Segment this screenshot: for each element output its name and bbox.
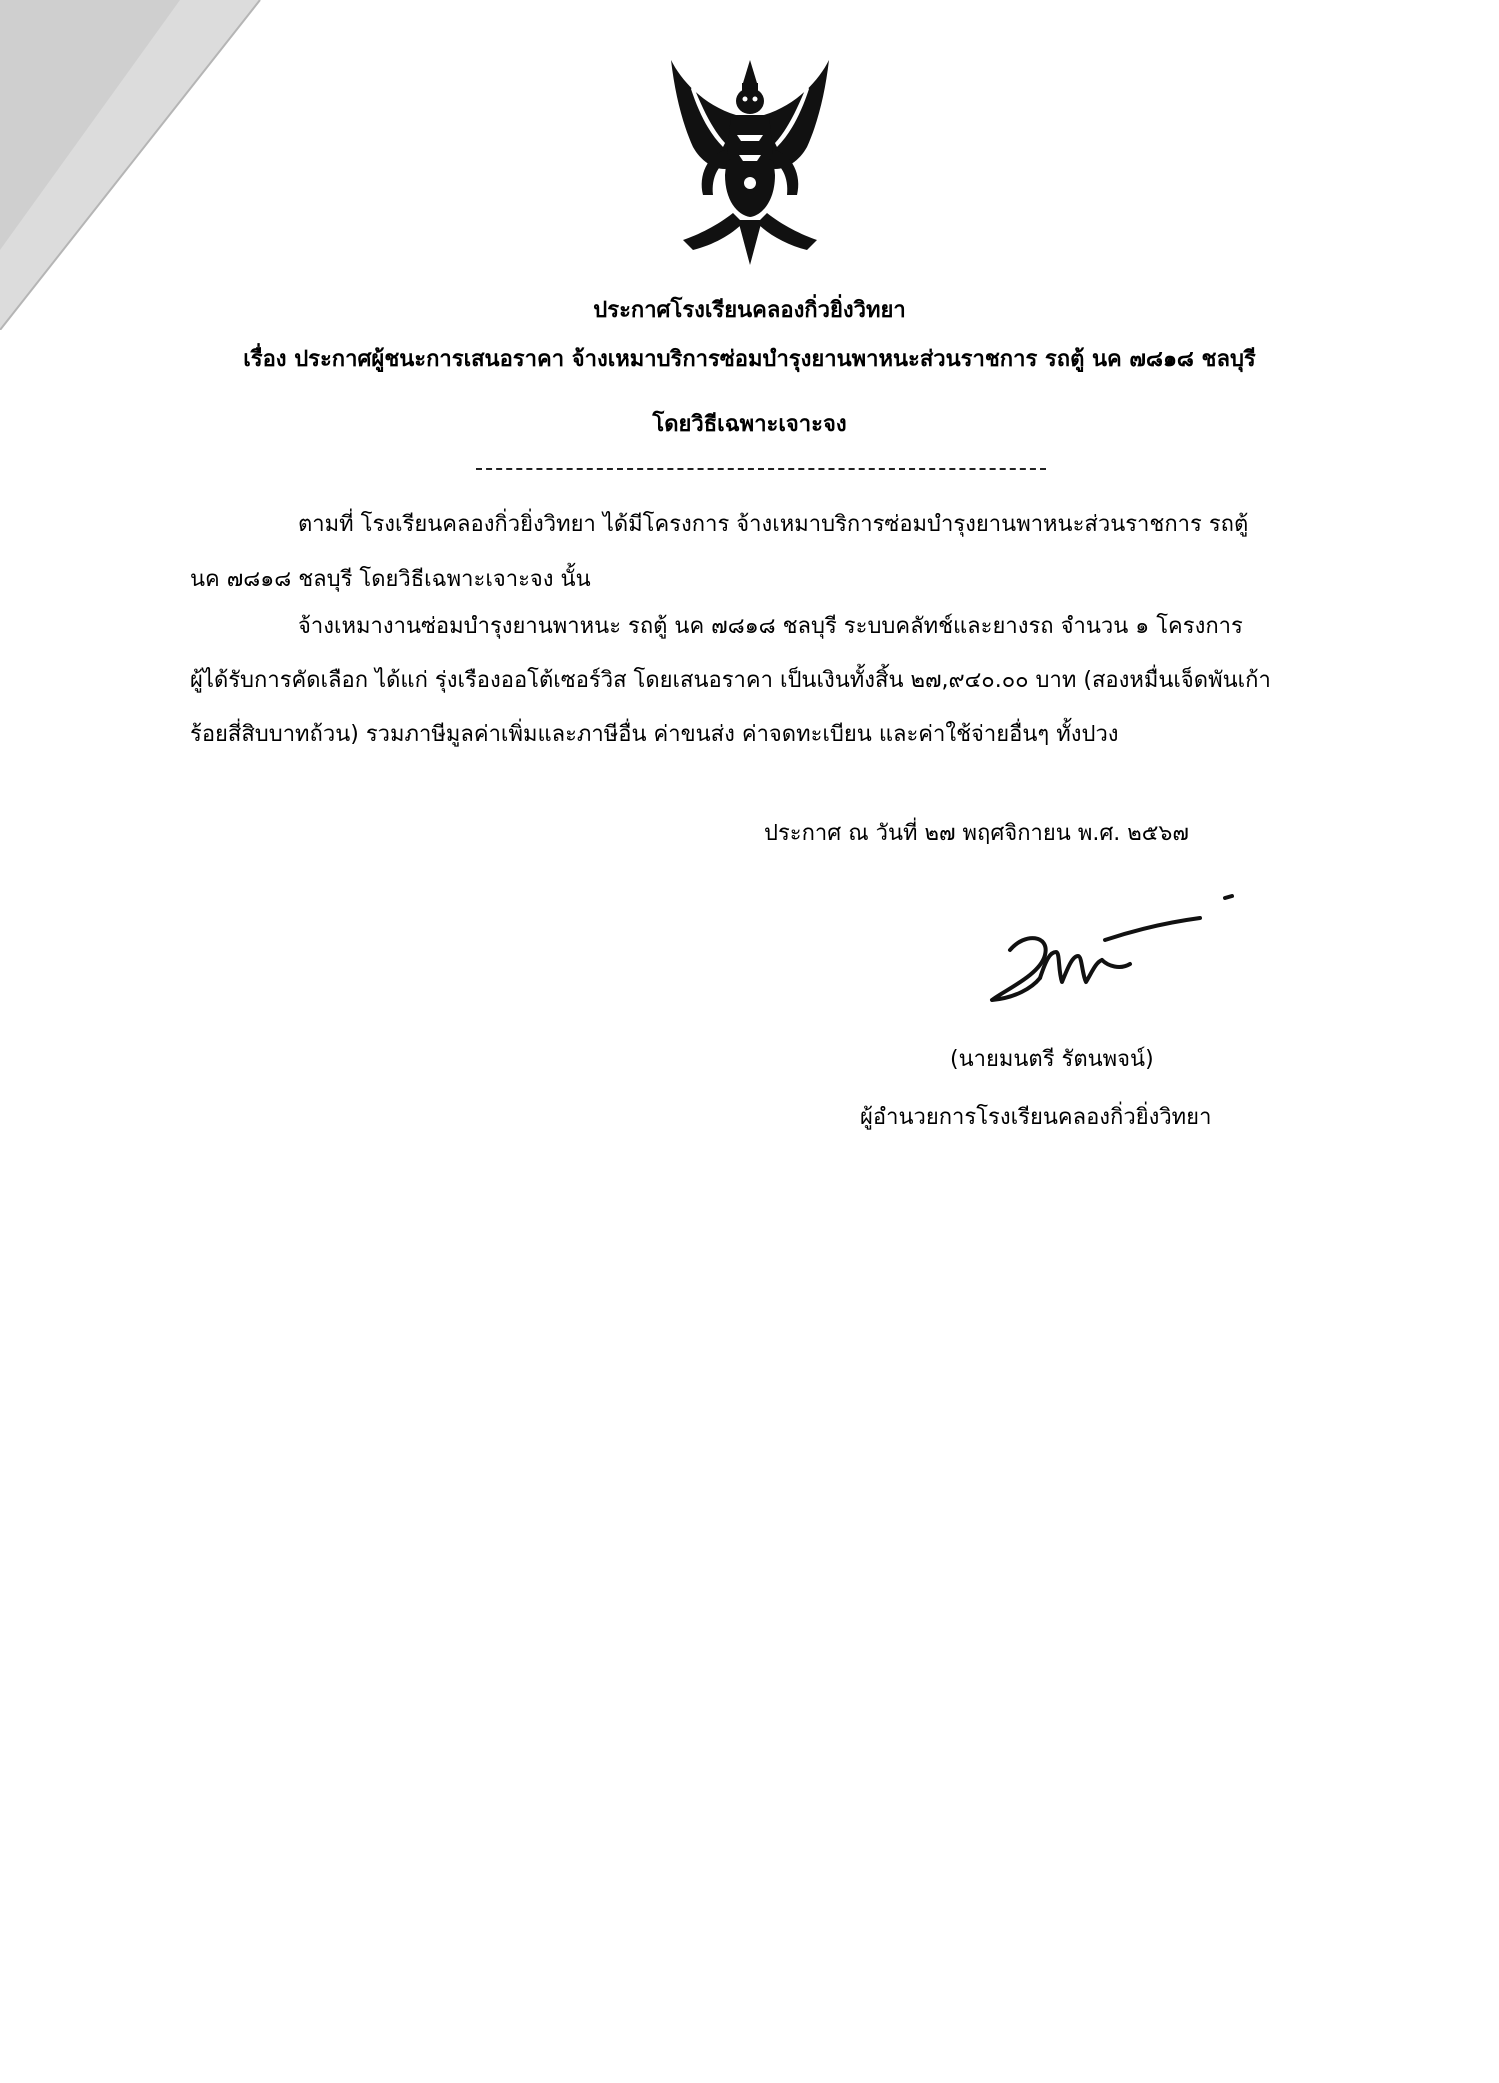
- announcement-subject-line2: โดยวิธีเฉพาะเจาะจง: [652, 412, 847, 437]
- dashed-divider: [476, 468, 1046, 470]
- signer-name: (นายมนตรี รัตนพจน์): [950, 1047, 1154, 1072]
- body-paragraph-2-line-2: ผู้ได้รับการคัดเลือก ได้แก่ รุ่งเรืองออโต้เซอร์วิส โดยเสนอราคา เป็นเงินทั้งสิ้น ๒๗,๙๔๐.๐๐ บาท (สองหมื่นเจ็ดพันเก้า: [190, 668, 1271, 693]
- signer-title: ผู้อำนวยการโรงเรียนคลองกิ่วยิ่งวิทยา: [860, 1105, 1212, 1130]
- announcement-date: ประกาศ ณ วันที่ ๒๗ พฤศจิกายน พ.ศ. ๒๕๖๗: [764, 821, 1189, 846]
- handwritten-signature: [970, 890, 1250, 1030]
- body-paragraph-1-line-2: นค ๗๘๑๘ ชลบุรี โดยวิธีเฉพาะเจาะจง นั้น: [190, 567, 591, 592]
- body-paragraph-2-line-3: ร้อยสี่สิบบาทถ้วน) รวมภาษีมูลค่าเพิ่มและภาษีอื่น ค่าขนส่ง ค่าจดทะเบียน และค่าใช้จ่ายอื่นๆ ทั้งปวง: [190, 722, 1119, 747]
- folded-corner: [0, 0, 330, 330]
- garuda-emblem-icon: [663, 55, 838, 270]
- announcement-title: ประกาศโรงเรียนคลองกิ่วยิ่งวิทยา: [593, 298, 906, 323]
- announcement-subject: เรื่อง ประกาศผู้ชนะการเสนอราคา จ้างเหมาบริการซ่อมบำรุงยานพาหนะส่วนราชการ รถตู้ นค ๗๘๑๘ ชลบุรี: [243, 347, 1256, 372]
- body-paragraph-2-line-1: จ้างเหมางานซ่อมบำรุงยานพาหนะ รถตู้ นค ๗๘๑๘ ชลบุรี ระบบคลัทช์และยางรถ จำนวน ๑ โครงการ: [298, 614, 1243, 639]
- body-paragraph-1-line-1: ตามที่ โรงเรียนคลองกิ่วยิ่งวิทยา ได้มีโครงการ จ้างเหมาบริการซ่อมบำรุงยานพาหนะส่วนราชการ รถตู้: [298, 512, 1249, 537]
